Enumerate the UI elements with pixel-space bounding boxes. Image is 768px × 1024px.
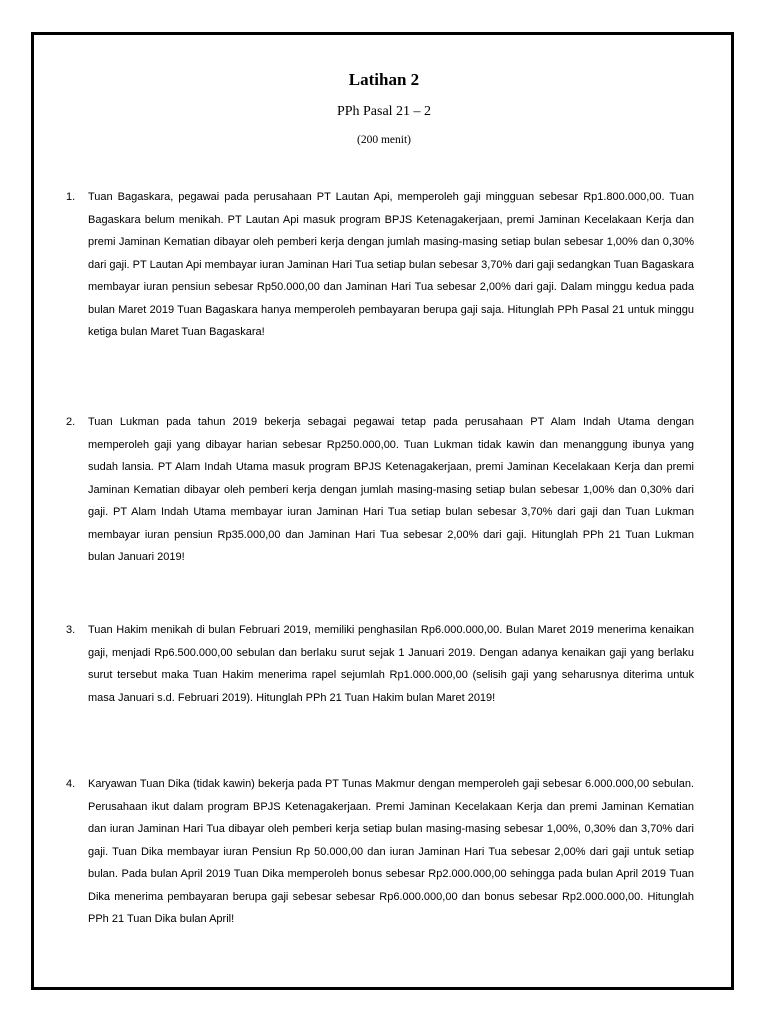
question-text: Karyawan Tuan Dika (tidak kawin) bekerja pada PT Tunas Makmur dengan memperoleh gaji sebesar 6.000.000,00 sebulan. Perusahaan ikut dalam program BPJS Ketenagakerjaan. Premi Jaminan Kecelakaan Kerja dan premi Jaminan Kematian dan iuran Jaminan Hari Tua dibayar oleh pemberi kerja setiap bulan masing-masing sebesar 1,00%, 0,30% dan 3,70% dari gaji. Tuan Dika membayar iuran Pensiun Rp 50.000,00 dan iuran Jaminan Hari Tua sebesar 2,00% dari gaji untuk setiap bulan. Pada bulan April 2019 Tuan Dika memperoleh bonus sebesar Rp2.000.000,00 sehingga pada bulan April 2019 Tuan Dika menerima pembayaran berupa gaji sebesar sebesar Rp6.000.000,00 dan bonus sebesar Rp2.000.000,00. Hitunglah PPh 21 Tuan Dika bulan April! <box>88 778 694 925</box>
question-3 <box>66 619 694 709</box>
question-2 <box>66 411 694 569</box>
question-number: 1. <box>66 191 76 203</box>
page-subtitle: PPh Pasal 21 – 2 <box>336 104 432 119</box>
question-number: 2. <box>66 416 76 428</box>
question-text: Tuan Hakim menikah di bulan Februari 2019, memiliki penghasilan Rp6.000.000,00. Bulan Maret 2019 menerima kenaikan gaji, menjadi Rp6.500.000,00 sebulan dan berlaku surut sejak 1 Januari 2019. Dengan adanya kenaikan gaji yang berlaku surut tersebut maka Tuan Hakim menerima rapel sejumlah Rp1.000.000,00 (selisih gaji yang seharusnya diterima untuk masa Januari s.d. Februari 2019). Hitunglah PPh 21 Tuan Hakim bulan Maret 2019! <box>88 624 694 704</box>
question-1 <box>66 186 694 344</box>
question-number: 3. <box>66 624 76 636</box>
page-title: Latihan 2 <box>348 70 420 89</box>
question-number: 4. <box>66 778 76 790</box>
question-text: Tuan Lukman pada tahun 2019 bekerja sebagai pegawai tetap pada perusahaan PT Alam Indah Utama dengan memperoleh gaji yang dibayar harian sebesar Rp250.000,00. Tuan Lukman tidak kawin dan menanggung ibunya yang sudah lansia. PT Alam Indah Utama masuk program BPJS Ketenagakerjaan, premi Jaminan Kecelakaan Kerja dan premi Jaminan Kematian dibayar oleh pemberi kerja dengan jumlah masing-masing setiap bulan sebesar 1,00% dan 0,30% dari gaji. PT Alam Indah Utama membayar iuran Jaminan Hari Tua setiap bulan sebesar 3,70% dari gaji dan Tuan Lukman membayar iuran pensiun Rp35.000,00 dan Jaminan Hari Tua sebesar 2,00% dari gaji. Hitunglah PPh 21 Tuan Lukman bulan Januari 2019! <box>88 416 694 563</box>
question-text: Tuan Bagaskara, pegawai pada perusahaan PT Lautan Api, memperoleh gaji mingguan sebesar Rp1.800.000,00. Tuan Bagaskara belum menikah. PT Lautan Api masuk program BPJS Ketenagakerjaan, premi Jaminan Kecelakaan Kerja dan premi Jaminan Kematian dibayar oleh pemberi kerja dengan jumlah masing-masing setiap bulan sebesar 1,00% dan 0,30% dari gaji. PT Lautan Api membayar iuran Jaminan Hari Tua setiap bulan sebesar 3,70% dari gaji sedangkan Tuan Bagaskara membayar iuran pensiun sebesar Rp50.000,00 dan Jaminan Hari Tua sebesar 2,00% dari gaji. Dalam minggu kedua pada bulan Maret 2019 Tuan Bagaskara hanya memperoleh pembayaran berupa gaji saja. Hitunglah PPh Pasal 21 untuk minggu ketiga bulan Maret Tuan Bagaskara! <box>88 191 694 338</box>
question-4 <box>66 773 694 931</box>
duration-note: (200 menit) <box>357 134 411 146</box>
